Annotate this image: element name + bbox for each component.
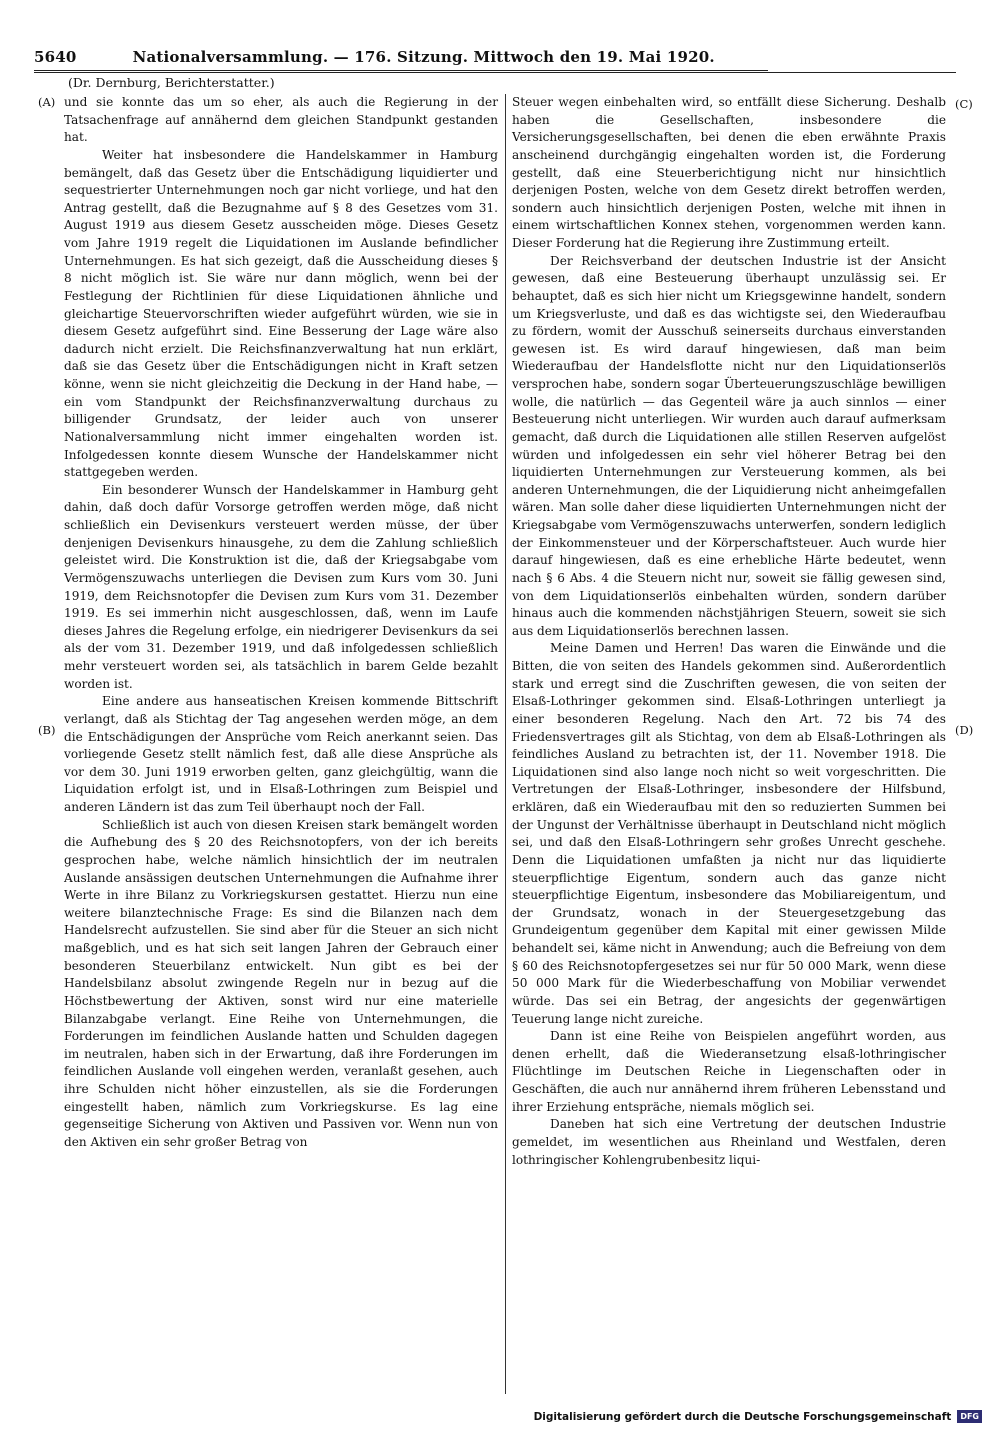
left-paragraph: Schließlich ist auch von diesen Kreisen stark bemängelt worden die Aufhebung des § 20 des Reichsnotopfers, von der ich bereits gesprochen habe, welche nämlich hinsichtlich der im neutralen Auslande ansässigen deutschen Unternehmungen die Aufnahme ihrer Werte in ihre Bilanz zu Vorkriegskursen gestattet. Hierzu nun eine weitere bilanztechnische Frage: Es sind die Bilanzen nach dem Handelsrecht aufzustellen. Sie sind aber für die Steuer an sich nicht maßgeblich, und es hat sich seit langen Jahren der Gebrauch einer besonderen Steuerbilanz entwickelt. Nun gibt es bei der Handelsbilanz absolut zwingende Regeln nur in bezug auf die Höchstbewertung der Aktiven, sonst wird nur eine materielle Bilanzabgabe verlangt. Eine Reihe von Unternehmungen, die Forderungen im feindlichen Auslande hatten und Schulden dagegen im neutralen, haben sich in der Erwartung, daß ihre Forderungen im feindlichen Auslande voll eingehen werden, veranlaßt gesehen, auch ihre Schulden nicht höher einzustellen, als sie die Forderungen eingestellt haben, nämlich zum Vorkriegskurse. Es lag eine gegenseitige Sicherung von Aktiven und Passiven vor. Wenn nun von den Aktiven ein sehr großer Betrag von [64, 817, 498, 1149]
left-paragraph: Weiter hat insbesondere die Handelskammer in Hamburg bemängelt, daß das Gesetz über die Entschädigung liquidierter und sequestrierter Unternehmungen noch gar nicht vorliege, und hat den Antrag gestellt, daß die Bezugnahme auf § 8 des Gesetzes vom 31. August 1919 aus diesem Gesetz ausscheiden möge. Dieses Gesetz vom Jahre 1919 regelt die Liquidationen im Auslande befindlicher Unternehmungen. Es hat sich gezeigt, daß die Ausscheidung dieses § 8 nicht möglich ist. Sie wäre nur dann möglich, wenn bei der Festlegung der Richtlinien für diese Liquidationen ähnliche und gleichartige Steuervorschriften wieder aufgeführt würden, wie sie in diesem Gesetz aufgeführt sind. Eine Besserung der Lage wäre also dadurch nicht erzielt. Die Reichsfinanzverwaltung hat nun erklärt, daß sie das Gesetz über die Entschädigungen nicht in Kraft setzen könne, wenn sie nicht gleichzeitig die Deckung in der Hand habe, — ein vom Standpunkt der Reichsfinanzverwaltung durchaus zu billigender Grundsatz, der leider auch von unserer Nationalversammlung nicht immer eingehalten worden ist. Infolgedessen konnte diesem Wunsche der Handelskammer nicht stattgegeben werden. [64, 147, 498, 480]
speaker-line: (Dr. Dernburg, Berichterstatter.) [68, 75, 275, 90]
dfg-logo: DFG [957, 1410, 982, 1423]
right-paragraph: Daneben hat sich eine Vertretung der deutschen Industrie gemeldet, im wesentlichen aus Rheinland und Westfalen, deren lothringischer Kohlengrubenbesitz liqui- [512, 1117, 946, 1167]
left-paragraph: und sie konnte das um so eher, als auch die Regierung in der Tatsachenfrage auf annähernd dem gleichen Standpunkt gestanden hat. [64, 95, 498, 145]
right-paragraph: Dann ist eine Reihe von Beispielen angeführt worden, aus denen erhellt, daß die Wiederansetzung elsaß-lothringischer Flüchtlinge im Deutschen Reiche in Liegenschaften oder in Geschäften, die auch nur annähernd ihrem früheren Lebensstand und ihrer Erziehung entspräche, niemals möglich sei. [512, 1029, 946, 1114]
right-column [512, 94, 946, 1354]
left-paragraph: Eine andere aus hanseatischen Kreisen kommende Bittschrift verlangt, daß als Stichtag der Tag angesehen werden möge, an dem die Entschädigungen der Ansprüche vom Reich anerkannt seien. Das vorliegende Gesetz stellt nämlich fest, daß alle diese Ansprüche als vor dem 30. Juni 1919 erworben gelten, ganz gleichgültig, wann die Liquidation erfolgt ist, und in Elsaß-Lothringen zum Beispiel und anderen Ländern ist das zum Teil überhaupt noch der Fall. [64, 694, 498, 814]
page-header [34, 44, 768, 71]
right-paragraph: Der Reichsverband der deutschen Industrie ist der Ansicht gewesen, daß eine Besteuerung überhaupt unzulässig sei. Er behauptet, daß es sich hier nicht um Kriegsgewinne handelt, sondern um Kriegsverluste, und daß es das wichtigste sei, den Wiederaufbau zu fördern, womit der Ausschuß seinerseits durchaus einverstanden gewesen ist. Es wird darauf hingewiesen, daß man beim Wiederaufbau der Handelsflotte nicht nur den Liquidationserlös versprochen habe, sondern sogar Überteuerungszuschläge bewilligen wolle, die natürlich — das Gegenteil wäre ja auch sinnlos — einer Besteuerung nicht unterliegen. Wir wurden auch darauf aufmerksam gemacht, daß durch die Liquidationen alle stillen Reserven aufgelöst würden und infolgedessen ein sehr viel höherer Betrag bei den liquidierten Unternehmungen zur Versteuerung kommen, als bei anderen Unternehmungen, die der Liquidierung nicht anheimgefallen wären. Man solle daher diese liquidierten Unternehmungen nicht der Kriegsabgabe vom Vermögenszuwachs unterwerfen, sondern lediglich der Einkommensteuer und der Körperschaftsteuer. Auch wurde hier darauf hingewiesen, daß es eine erhebliche Härte bedeutet, wenn nach § 6 Abs. 4 die Steuern nicht nur, soweit sie fällig gewesen sind, von dem Liquidationserlös einbehalten würden, sondern darüber hinaus auch die kommenden nächstjährigen Steuern, soweit sie sich aus dem Liquidationserlös berechnen lassen. [512, 253, 946, 638]
running-title: Nationalversammlung. — 176. Sitzung. Mittwoch den 19. Mai 1920. [132, 48, 715, 66]
right-paragraph: Meine Damen und Herren! Das waren die Einwände und die Bitten, die von seiten des Handels gekommen sind. Außerordentlich stark und erregt sind die Zuschriften gewesen, die von seiten der Elsaß-Lothringer gekommen sind. Elsaß-Lothringen unterliegt ja einer besonderen Regelung. Nach den Art. 72 bis 74 des Friedensvertrages gilt als Stichtag, von dem ab Elsaß-Lothringen als feindliches Ausland zu betrachten ist, der 11. November 1918. Die Liquidationen sind also lange noch nicht so weit vorgeschritten. Die Vertretungen der Elsaß-Lothringer, insbesondere der Hilfsbund, erklären, daß ein Wiederaufbau mit den so reduzierten Summen bei der Ungunst der Verhältnisse überhaupt in Deutschland nicht möglich sei, und daß den Elsaß-Lothringern sehr großes Unrecht geschehe. Denn die Liquidationen umfaßten ja nicht nur das liquidierte steuerpflichtige Eigentum, sondern auch das ganze nicht steuerpflichtige Eigentum, insbesondere das Mobiliareigentum, und der Grundsatz, wonach in der Steuergesetzgebung das Grundeigentum gegenüber dem Kapital mit einer gewissen Milde behandelt sei, käme nicht in Anwendung; auch die Befreiung von dem § 60 des Reichsnotopfergesetzes sei nur für 50 000 Mark, wenn diese 50 000 Mark für die Wiederbeschaffung von Mobiliar verwendet würde. Das sei ein Betrag, der angesichts der gegenwärtigen Teuerung lange nicht zureiche. [512, 641, 946, 1026]
page-number: 5640 [34, 48, 77, 66]
footer-credit [534, 1410, 982, 1423]
header-rule [34, 72, 956, 73]
margin-marker-c: (C) [955, 97, 973, 111]
margin-marker-d: (D) [955, 723, 974, 737]
margin-marker-a: (A) [38, 95, 56, 109]
left-column [64, 94, 498, 1394]
margin-marker-b: (B) [38, 723, 56, 737]
left-paragraph: Ein besonderer Wunsch der Handelskammer in Hamburg geht dahin, daß doch dafür Vorsorge getroffen werden möge, daß nicht schließlich ein Devisenkurs versteuert werden müsse, der über denjenigen Devisenkurs hinausgehe, zu dem die Zahlung schließlich geleistet wird. Die Konstruktion ist die, daß der Kriegsabgabe vom Vermögenszuwachs unterliegen die Devisen zum Kurs vom 30. Juni 1919, dem Reichsnotopfer die Devisen zum Kurs vom 31. Dezember 1919. Es sei immerhin nicht ausgeschlossen, daß, wenn im Laufe dieses Jahres die Regelung erfolge, ein niedrigerer Devisenkurs da sei als der vom 31. Dezember 1919, und daß infolgedessen schließlich mehr versteuert worden sei, als tatsächlich in barem Gelde bezahlt worden ist. [64, 482, 498, 691]
column-divider [505, 94, 506, 1394]
footer-credit-text: Digitalisierung gefördert durch die Deutsche Forschungsgemeinschaft [533, 1410, 952, 1423]
right-paragraph: Steuer wegen einbehalten wird, so entfällt diese Sicherung. Deshalb haben die Gesellschaften, insbesondere die Versicherungsgesellschaften, bei denen die eben erwähnte Praxis anscheinend durchgängig eingehalten worden ist, die Forderung gestellt, daß eine Steuerberichtigung nicht nur hinsichtlich derjenigen Posten, welche von dem Gesetz direkt betroffen werden, sondern auch hinsichtlich derjenigen Posten, welche mit ihnen in einem wirtschaftlichen Konnex stehen, vorgenommen werden kann. Dieser Forderung hat die Regierung ihre Zustimmung erteilt. [512, 95, 946, 250]
